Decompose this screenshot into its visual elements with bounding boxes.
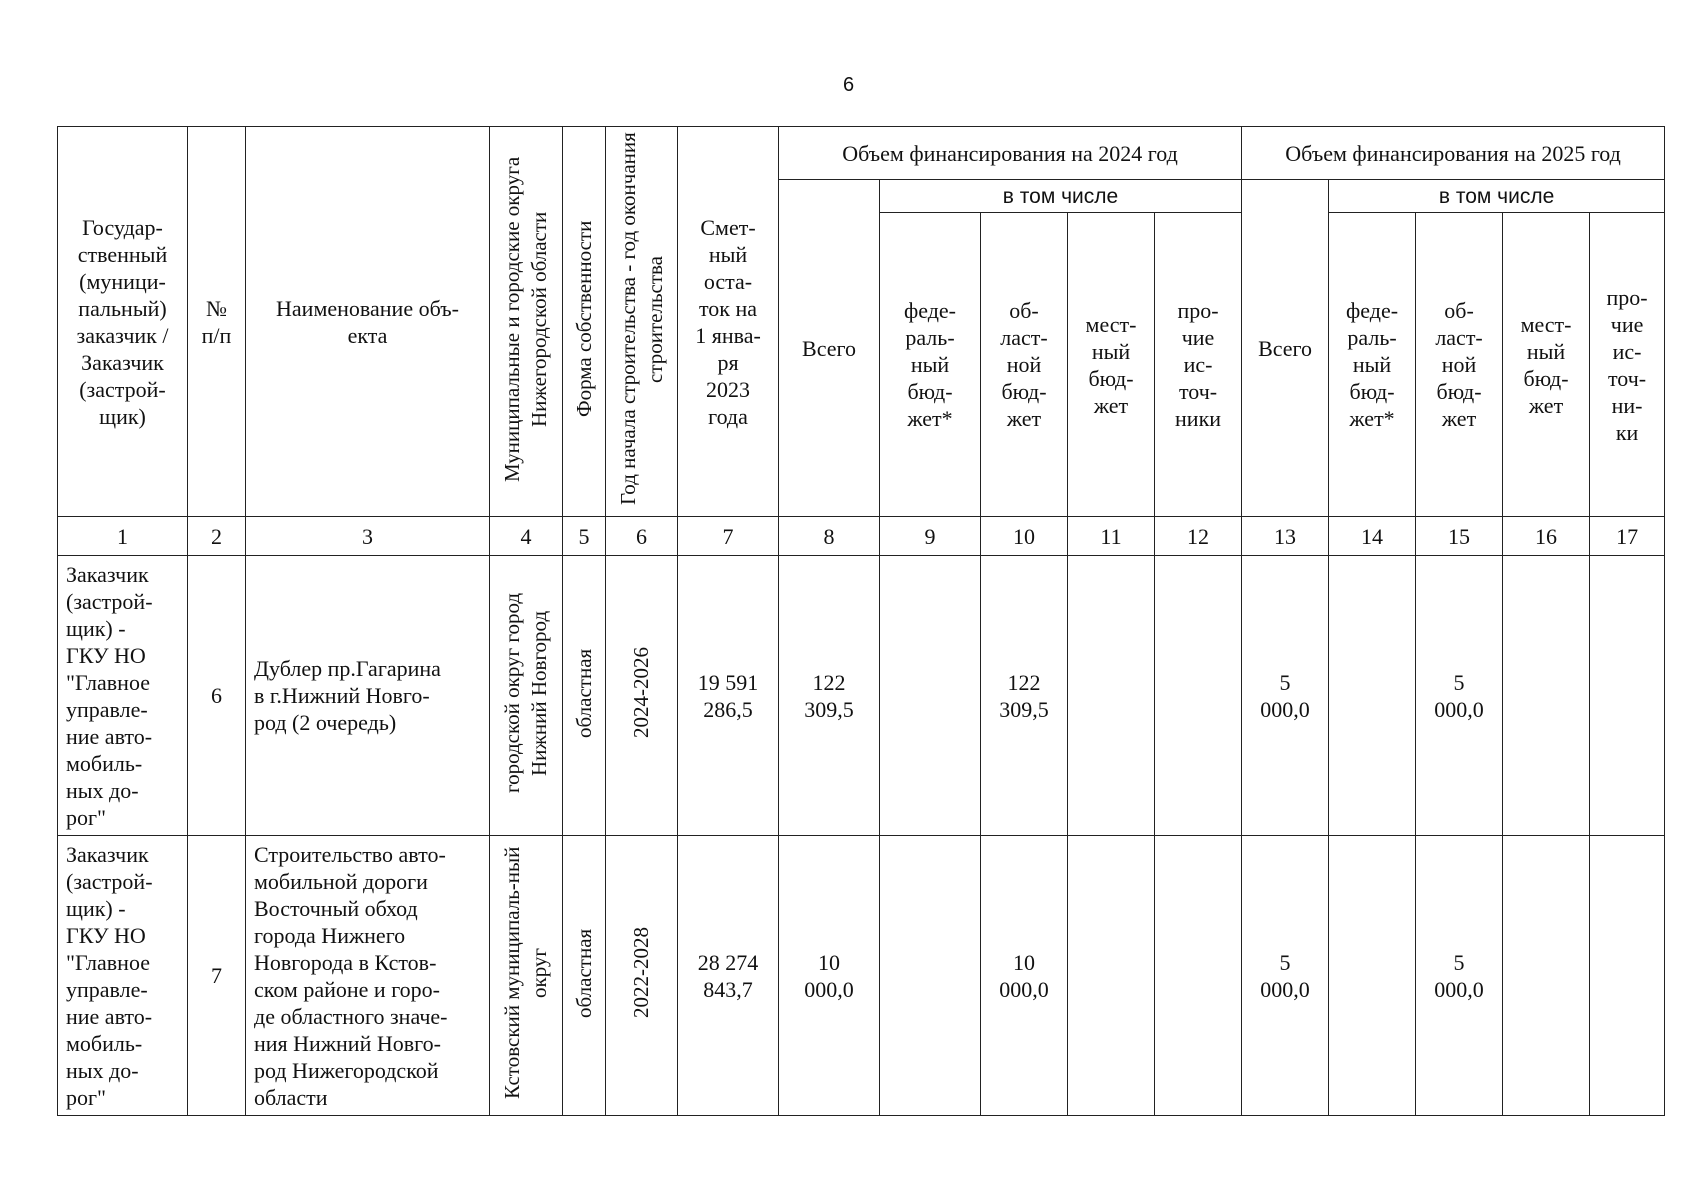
column-number: 11 <box>1068 517 1155 556</box>
row-total-2024: 10 000,0 <box>779 836 880 1116</box>
header-years <box>606 127 678 517</box>
column-number: 14 <box>1329 517 1416 556</box>
row-reg-2025: 5 000,0 <box>1416 836 1503 1116</box>
row-total-2024: 122 309,5 <box>779 556 880 836</box>
header-fed-2025: феде- раль- ный бюд- жет* <box>1329 213 1416 517</box>
row-reg-2025: 5 000,0 <box>1416 556 1503 836</box>
header-district <box>490 127 563 517</box>
header-oth-2024: про- чие ис- точ- ники <box>1155 213 1242 517</box>
header-group-2024: Объем финансирования на 2024 год <box>779 127 1242 180</box>
row-customer: Заказчик (застрой- щик) - ГКУ НО "Главное управле- ние авто- мобиль- ных до- рог" <box>58 556 188 836</box>
row-oth-2025 <box>1590 836 1665 1116</box>
header-loc-2025: мест- ный бюд- жет <box>1503 213 1590 517</box>
header-customer: Государ- ственный (муници- пальный) заказчик / Заказчик (застрой- щик) <box>58 127 188 517</box>
column-number: 5 <box>563 517 606 556</box>
header-total-2025: Всего <box>1242 180 1329 517</box>
row-total-2025: 5 000,0 <box>1242 556 1329 836</box>
row-fed-2025 <box>1329 836 1416 1116</box>
row-loc-2024 <box>1068 556 1155 836</box>
row-years-text: 2022-2028 <box>629 927 653 1018</box>
header-reg-2025: об- ласт- ной бюд- жет <box>1416 213 1503 517</box>
column-number: 12 <box>1155 517 1242 556</box>
row-object-name: Дублер пр.Гагарина в г.Нижний Новго- род (2 очередь) <box>246 556 490 836</box>
row-ownership-text: областная <box>571 647 596 738</box>
header-loc-2024: мест- ный бюд- жет <box>1068 213 1155 517</box>
row-estimate: 28 274 843,7 <box>678 836 779 1116</box>
row-oth-2025 <box>1590 556 1665 836</box>
row-ownership <box>563 556 606 836</box>
header-district-text: Муниципальные и городские округа Нижегородской области <box>500 155 551 482</box>
header-oth-2025: про- чие ис- точ- ни- ки <box>1590 213 1665 517</box>
column-number: 9 <box>880 517 981 556</box>
header-ownership <box>563 127 606 517</box>
header-ownership-text: Форма собственности <box>571 220 596 417</box>
header-reg-2024: об- ласт- ной бюд- жет <box>981 213 1068 517</box>
header-fed-2024: феде- раль- ный бюд- жет* <box>880 213 981 517</box>
header-total-2024: Всего <box>779 180 880 517</box>
row-ownership <box>563 836 606 1116</box>
row-years <box>606 556 678 836</box>
row-customer: Заказчик (застрой- щик) - ГКУ НО "Главное управле- ние авто- мобиль- ных до- рог" <box>58 836 188 1116</box>
row-number: 6 <box>188 556 246 836</box>
row-ownership-text: областная <box>571 927 596 1018</box>
header-incl-2025: в том числе <box>1329 180 1665 213</box>
row-district-text: Кстовский муниципаль-ный округ <box>500 846 551 1099</box>
row-oth-2024 <box>1155 836 1242 1116</box>
header-group-2025: Объем финансирования на 2025 год <box>1242 127 1665 180</box>
row-loc-2025 <box>1503 836 1590 1116</box>
row-years <box>606 836 678 1116</box>
header-estimate: Смет- ный оста- ток на 1 янва- ря 2023 года <box>678 127 779 517</box>
table-row <box>58 836 1665 1116</box>
column-number: 2 <box>188 517 246 556</box>
header-object-name: Наименование объ- екта <box>246 127 490 517</box>
row-reg-2024: 10 000,0 <box>981 836 1068 1116</box>
row-reg-2024: 122 309,5 <box>981 556 1068 836</box>
column-number: 17 <box>1590 517 1665 556</box>
row-loc-2025 <box>1503 556 1590 836</box>
column-number: 8 <box>779 517 880 556</box>
row-fed-2024 <box>880 836 981 1116</box>
column-number: 3 <box>246 517 490 556</box>
column-number: 4 <box>490 517 563 556</box>
row-number: 7 <box>188 836 246 1116</box>
column-number: 16 <box>1503 517 1590 556</box>
row-years-text: 2024-2026 <box>629 647 653 738</box>
column-number: 1 <box>58 517 188 556</box>
financing-table <box>57 126 1665 1116</box>
column-number: 7 <box>678 517 779 556</box>
row-district <box>490 836 563 1116</box>
row-fed-2024 <box>880 556 981 836</box>
row-total-2025: 5 000,0 <box>1242 836 1329 1116</box>
column-number: 13 <box>1242 517 1329 556</box>
row-district <box>490 556 563 836</box>
column-number: 10 <box>981 517 1068 556</box>
row-object-name: Строительство авто- мобильной дороги Восточный обход города Нижнего Новгорода в Кстов- ском районе и горо- де областного значе- ния Нижний Новго- род Нижегородской области <box>246 836 490 1116</box>
page-number: 6 <box>842 74 855 96</box>
header-number: № п/п <box>188 127 246 517</box>
column-number: 15 <box>1416 517 1503 556</box>
column-numbers-row <box>58 517 1665 556</box>
row-district-text: городской округ город Нижний Новгород <box>500 592 551 793</box>
row-estimate: 19 591 286,5 <box>678 556 779 836</box>
table-row <box>58 556 1665 836</box>
header-incl-2024: в том числе <box>880 180 1242 213</box>
row-loc-2024 <box>1068 836 1155 1116</box>
row-fed-2025 <box>1329 556 1416 836</box>
header-row-1 <box>58 127 1665 180</box>
row-oth-2024 <box>1155 556 1242 836</box>
column-number: 6 <box>606 517 678 556</box>
header-years-text: Год начала строительства - год окончания строительства <box>615 132 667 505</box>
